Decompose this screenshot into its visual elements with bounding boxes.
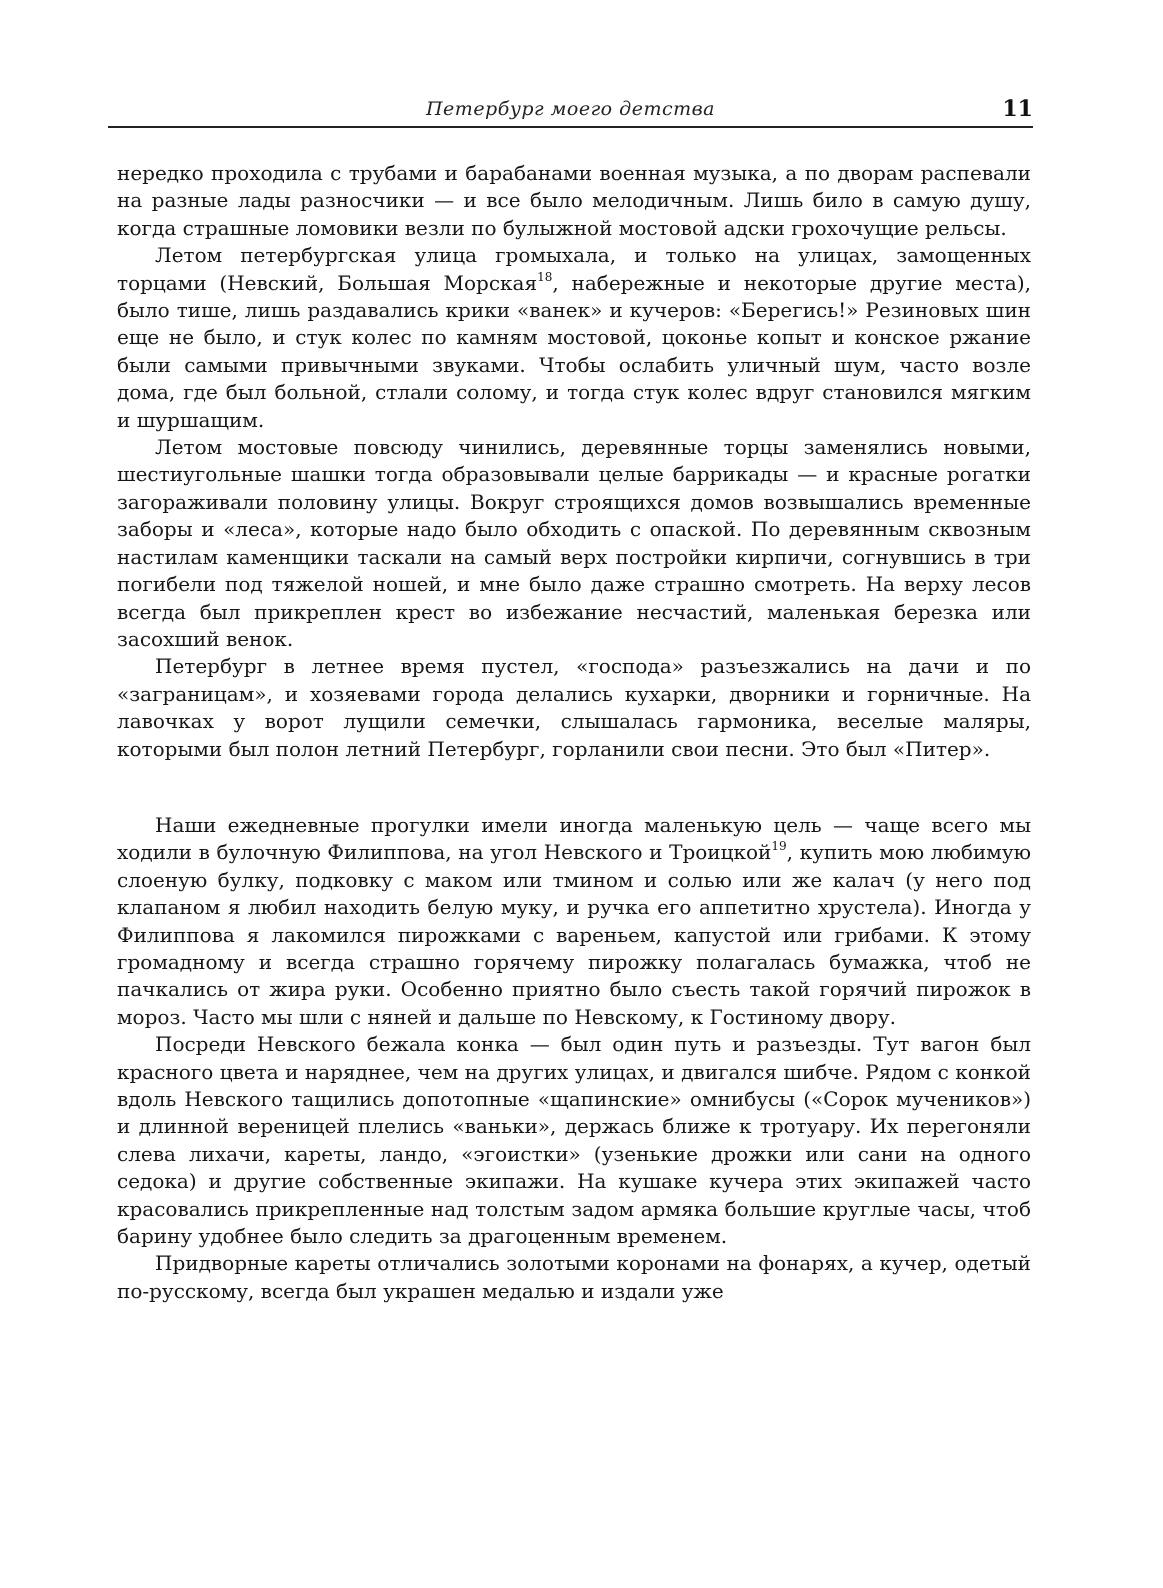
body-text [117, 160, 1031, 1305]
paragraph-text: нередко проходила с трубами и барабанами военная музыка, а по дворам распевали на разные лады разносчики — и все было мелодичным. Лишь било в самую душу, когда страшные ломовики везли по булыжной мостовой адски грохочущие рельсы. [117, 161, 1031, 240]
paragraph [117, 242, 1031, 434]
page-number: 11 [1002, 96, 1033, 122]
running-head [108, 88, 1033, 124]
paragraph [117, 653, 1031, 763]
paragraph-text: Петербург в летнее время пустел, «господа» разъезжались на дачи и по «заграницам», и хозяевами города делались кухарки, дворники и горничные. На лавочках у ворот лущили семечки, слышалась гармоника, веселые маляры, которыми был полон летний Петербург, горланили свои песни. Это был «Питер». [117, 654, 1031, 761]
paragraph [117, 812, 1031, 1031]
paragraph-text: , купить мою любимую слоеную булку, подковку с маком или тмином и солью или же калач (у него под клапаном я любил находить белую муку, и ручка его аппетитно хрустела). Иногда у Филиппова я лакомился пирожками с вареньем, капустой или грибами. К этому громадному и всегда страшно горячему пирожку полагалась бумажка, чтоб не пачкались от жира руки. Особенно приятно было съесть такой горячий пирожок в мороз. Часто мы шли с няней и дальше по Невскому, к Гостиному двору. [117, 840, 1031, 1029]
paragraph-text: Летом петербургская улица громыхала, и только на улицах, замощенных торцами (Невский, Большая Морская [117, 243, 1031, 295]
paragraph [117, 1250, 1031, 1305]
header-rule [108, 126, 1033, 128]
paragraph-text: Наши ежедневные прогулки имели иногда маленькую цель — чаще всего мы ходили в булочную Филиппова, на угол Невского и Троицкой [117, 812, 1031, 865]
footnote-ref: 19 [771, 839, 787, 854]
paragraph-text: Посреди Невского бежала конка — был один путь и разъезды. Тут вагон был красного цвета и наряднее, чем на других улицах, и двигался шибче. Рядом с конкой вдоль Невского тащились допотопные «щапинские» омнибусы («Сорок мучеников») и длинной вереницей плелись «ваньки», держась ближе к тротуару. Их перегоняли слева лихачи, кареты, ландо, «эгоистки» (узенькие дрожки или сани на одного седока) и другие собственные экипажи. На кушаке кучера этих экипажей часто красовались прикрепленные над толстым задом армяка большие круглые часы, чтоб барину удобнее было следить за драгоценным временем. [117, 1032, 1031, 1249]
paragraph [117, 434, 1031, 653]
paragraph-text: Придворные кареты отличались золотыми коронами на фонарях, а кучер, одетый по-русскому, всегда был украшен медалью и издали уже [117, 1251, 1031, 1303]
footnote-ref: 18 [537, 269, 553, 284]
paragraph-text: , набережные и некоторые другие места), было тише, лишь раздавались крики «ванек» и кучеров: «Берегись!» Резиновых шин еще не было, и стук колес по камням мостовой, цоконье копыт и конское ржание были самыми привычными звуками. Чтобы ослабить уличный шум, часто возле дома, где был больной, стлали солому, и тогда стук колес вдруг становился мягким и шуршащим. [117, 270, 1031, 432]
paragraph [117, 160, 1031, 242]
paragraph [117, 1031, 1031, 1250]
paragraph-text: Летом мостовые повсюду чинились, деревянные торцы заменялись новыми, шестиугольные шашки тогда образовывали целые баррикады — и красные рогатки загораживали половину улицы. Вокруг строящихся домов возвышались временные заборы и «леса», которые надо было обходить с опаской. По деревянным сквозным настилам каменщики таскали на самый верх постройки кирпичи, согнувшись в три погибели под тяжелой ношей, и мне было даже страшно смотреть. На верху лесов всегда был прикреплен крест во избежание несчастий, маленькая березка или засохший венок. [117, 435, 1031, 651]
running-title: Петербург моего детства [425, 98, 716, 120]
